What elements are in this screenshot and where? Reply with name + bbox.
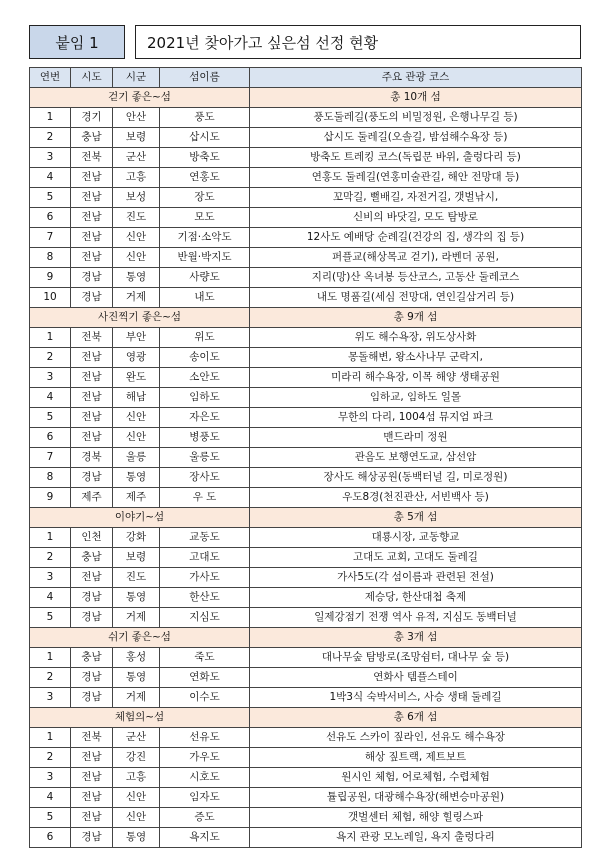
column-header-island-name: 섬이름 — [160, 68, 250, 88]
row-tour-course: 튤립공원, 대광해수욕장(해변승마공원) — [250, 788, 582, 808]
row-city: 통영 — [113, 468, 160, 488]
table-row — [30, 488, 582, 508]
row-province: 전남 — [71, 748, 113, 768]
row-number: 5 — [30, 408, 71, 428]
table-row — [30, 228, 582, 248]
table-row — [30, 568, 582, 588]
row-tour-course: 12사도 예배당 순례길(건강의 집, 생각의 집 등) — [250, 228, 582, 248]
row-island-name: 시호도 — [160, 768, 250, 788]
row-island-name: 연홍도 — [160, 168, 250, 188]
row-province: 경남 — [71, 468, 113, 488]
table-row — [30, 408, 582, 428]
row-island-name: 가우도 — [160, 748, 250, 768]
row-number: 1 — [30, 648, 71, 668]
row-number: 7 — [30, 448, 71, 468]
document-header — [29, 25, 581, 59]
row-city: 군산 — [113, 728, 160, 748]
row-province: 경남 — [71, 688, 113, 708]
row-tour-course: 지리(망)산 옥녀봉 등산코스, 고동산 둘레코스 — [250, 268, 582, 288]
section-theme: 사진찍기 좋은~섬 — [30, 308, 250, 328]
row-city: 진도 — [113, 568, 160, 588]
row-city: 신안 — [113, 788, 160, 808]
row-tour-course: 원시인 체험, 어로체험, 수렵체험 — [250, 768, 582, 788]
attachment-badge: 붙임 1 — [29, 25, 125, 59]
section-theme: 이야기~섬 — [30, 508, 250, 528]
row-number: 5 — [30, 188, 71, 208]
row-island-name: 한산도 — [160, 588, 250, 608]
row-tour-course: 맨드라미 정원 — [250, 428, 582, 448]
table-row — [30, 248, 582, 268]
section-total: 총 10개 섬 — [250, 88, 582, 108]
row-number: 9 — [30, 268, 71, 288]
table-row — [30, 288, 582, 308]
row-island-name: 모도 — [160, 208, 250, 228]
row-city: 울릉 — [113, 448, 160, 468]
row-island-name: 가사도 — [160, 568, 250, 588]
row-city: 영광 — [113, 348, 160, 368]
row-number: 1 — [30, 328, 71, 348]
section-total: 총 3개 섬 — [250, 628, 582, 648]
row-tour-course: 관음도 보행연도교, 삼선암 — [250, 448, 582, 468]
table-row — [30, 548, 582, 568]
row-tour-course: 몽돌해변, 왕소사나무 군락지, — [250, 348, 582, 368]
row-province: 전남 — [71, 768, 113, 788]
row-city: 거제 — [113, 688, 160, 708]
row-island-name: 내도 — [160, 288, 250, 308]
row-number: 2 — [30, 128, 71, 148]
row-island-name: 기점·소악도 — [160, 228, 250, 248]
row-island-name: 장사도 — [160, 468, 250, 488]
table-row — [30, 728, 582, 748]
row-number: 4 — [30, 168, 71, 188]
row-city: 강화 — [113, 528, 160, 548]
row-island-name: 교동도 — [160, 528, 250, 548]
row-city: 보성 — [113, 188, 160, 208]
row-city: 제주 — [113, 488, 160, 508]
row-province: 경남 — [71, 828, 113, 848]
table-row — [30, 748, 582, 768]
row-province: 전남 — [71, 168, 113, 188]
section-theme: 걷기 좋은~섬 — [30, 88, 250, 108]
row-city: 부안 — [113, 328, 160, 348]
row-island-name: 삽시도 — [160, 128, 250, 148]
row-island-name: 송이도 — [160, 348, 250, 368]
row-city: 신안 — [113, 808, 160, 828]
table-row — [30, 368, 582, 388]
table-row — [30, 768, 582, 788]
row-city: 신안 — [113, 408, 160, 428]
row-city: 통영 — [113, 668, 160, 688]
row-tour-course: 욕지 관광 모노레일, 욕지 출렁다리 — [250, 828, 582, 848]
table-row — [30, 208, 582, 228]
row-tour-course: 갯벌센터 체험, 해양 힐링스파 — [250, 808, 582, 828]
row-province: 전남 — [71, 228, 113, 248]
row-tour-course: 고대도 교회, 고대도 둘레길 — [250, 548, 582, 568]
row-number: 1 — [30, 108, 71, 128]
table-row — [30, 268, 582, 288]
section-theme: 체험의~섬 — [30, 708, 250, 728]
table-row — [30, 348, 582, 368]
table-row — [30, 668, 582, 688]
row-number: 6 — [30, 828, 71, 848]
row-city: 보령 — [113, 548, 160, 568]
row-province: 경남 — [71, 588, 113, 608]
row-province: 전남 — [71, 408, 113, 428]
row-province: 전북 — [71, 328, 113, 348]
row-island-name: 소안도 — [160, 368, 250, 388]
row-province: 전남 — [71, 388, 113, 408]
row-island-name: 방축도 — [160, 148, 250, 168]
row-island-name: 병풍도 — [160, 428, 250, 448]
row-number: 5 — [30, 608, 71, 628]
row-province: 전남 — [71, 428, 113, 448]
table-row — [30, 168, 582, 188]
row-island-name: 죽도 — [160, 648, 250, 668]
row-island-name: 증도 — [160, 808, 250, 828]
row-number: 3 — [30, 148, 71, 168]
row-island-name: 울릉도 — [160, 448, 250, 468]
table-row — [30, 528, 582, 548]
row-city: 안산 — [113, 108, 160, 128]
row-province: 전북 — [71, 728, 113, 748]
row-province: 전남 — [71, 208, 113, 228]
row-tour-course: 대룡시장, 교동향교 — [250, 528, 582, 548]
table-row — [30, 788, 582, 808]
row-tour-course: 1박3식 숙박서비스, 사승 생태 둘레길 — [250, 688, 582, 708]
row-number: 10 — [30, 288, 71, 308]
row-island-name: 고대도 — [160, 548, 250, 568]
table-row — [30, 468, 582, 488]
row-tour-course: 해상 짚트랙, 제트보트 — [250, 748, 582, 768]
row-province: 전남 — [71, 808, 113, 828]
section-total: 총 6개 섬 — [250, 708, 582, 728]
table-row — [30, 608, 582, 628]
table-row — [30, 648, 582, 668]
row-island-name: 우 도 — [160, 488, 250, 508]
row-province: 충남 — [71, 548, 113, 568]
table-row — [30, 188, 582, 208]
row-city: 고흥 — [113, 168, 160, 188]
column-header-province: 시도 — [71, 68, 113, 88]
row-province: 전남 — [71, 788, 113, 808]
row-province: 전북 — [71, 148, 113, 168]
row-number: 2 — [30, 748, 71, 768]
row-tour-course: 장사도 해상공원(동백터널 길, 미로정원) — [250, 468, 582, 488]
row-tour-course: 퍼플교(해상목교 걷기), 라벤더 공원, — [250, 248, 582, 268]
row-city: 거제 — [113, 608, 160, 628]
document-title: 2021년 찾아가고 싶은섬 선정 현황 — [135, 25, 581, 59]
table-row — [30, 448, 582, 468]
table-row — [30, 108, 582, 128]
section-header-row — [30, 88, 582, 108]
row-tour-course: 신비의 바닷길, 모도 탐방로 — [250, 208, 582, 228]
section-header-row — [30, 628, 582, 648]
row-island-name: 장도 — [160, 188, 250, 208]
section-header-row — [30, 708, 582, 728]
row-number: 2 — [30, 348, 71, 368]
row-number: 4 — [30, 388, 71, 408]
table-header-row — [30, 68, 582, 88]
row-island-name: 연화도 — [160, 668, 250, 688]
row-tour-course: 방축도 트레킹 코스(독립문 바위, 출렁다리 등) — [250, 148, 582, 168]
row-number: 1 — [30, 528, 71, 548]
row-tour-course: 연화사 템플스테이 — [250, 668, 582, 688]
island-selection-table — [29, 67, 582, 848]
row-province: 전남 — [71, 368, 113, 388]
row-province: 경남 — [71, 268, 113, 288]
row-number: 3 — [30, 368, 71, 388]
row-number: 8 — [30, 248, 71, 268]
row-province: 전남 — [71, 348, 113, 368]
row-island-name: 지심도 — [160, 608, 250, 628]
row-number: 1 — [30, 728, 71, 748]
row-tour-course: 제승당, 한산대첩 축제 — [250, 588, 582, 608]
table-row — [30, 588, 582, 608]
row-tour-course: 선유도 스카이 짚라인, 선유도 해수욕장 — [250, 728, 582, 748]
table-row — [30, 428, 582, 448]
section-total: 총 5개 섬 — [250, 508, 582, 528]
row-island-name: 선유도 — [160, 728, 250, 748]
column-header-city: 시군 — [113, 68, 160, 88]
row-tour-course: 우도8경(천진관산, 서빈백사 등) — [250, 488, 582, 508]
row-tour-course: 풍도둘레길(풍도의 비밀정원, 은행나무길 등) — [250, 108, 582, 128]
row-island-name: 자은도 — [160, 408, 250, 428]
section-theme: 쉬기 좋은~섬 — [30, 628, 250, 648]
row-number: 3 — [30, 768, 71, 788]
row-province: 전남 — [71, 568, 113, 588]
row-city: 거제 — [113, 288, 160, 308]
row-province: 경기 — [71, 108, 113, 128]
section-total: 총 9개 섬 — [250, 308, 582, 328]
row-tour-course: 삽시도 둘레길(오솔길, 밤섬해수욕장 등) — [250, 128, 582, 148]
row-province: 경북 — [71, 448, 113, 468]
row-number: 7 — [30, 228, 71, 248]
row-number: 5 — [30, 808, 71, 828]
row-city: 고흥 — [113, 768, 160, 788]
row-island-name: 이수도 — [160, 688, 250, 708]
row-number: 2 — [30, 668, 71, 688]
row-number: 3 — [30, 568, 71, 588]
table-row — [30, 688, 582, 708]
row-island-name: 욕지도 — [160, 828, 250, 848]
row-province: 충남 — [71, 128, 113, 148]
row-city: 신안 — [113, 428, 160, 448]
row-island-name: 반월·박지도 — [160, 248, 250, 268]
row-tour-course: 연홍도 둘레길(연홍미술관길, 해안 전망대 등) — [250, 168, 582, 188]
table-row — [30, 388, 582, 408]
row-tour-course: 내도 명품길(세심 전망대, 연인길삼거리 등) — [250, 288, 582, 308]
row-city: 보령 — [113, 128, 160, 148]
row-city: 통영 — [113, 828, 160, 848]
row-number: 3 — [30, 688, 71, 708]
row-city: 진도 — [113, 208, 160, 228]
row-tour-course: 가사5도(각 섬이름과 관련된 전설) — [250, 568, 582, 588]
row-tour-course: 무한의 다리, 1004섬 뮤지엄 파크 — [250, 408, 582, 428]
row-city: 해남 — [113, 388, 160, 408]
row-city: 강진 — [113, 748, 160, 768]
row-province: 경남 — [71, 668, 113, 688]
row-island-name: 위도 — [160, 328, 250, 348]
row-province: 전남 — [71, 248, 113, 268]
row-number: 8 — [30, 468, 71, 488]
table-row — [30, 128, 582, 148]
row-number: 2 — [30, 548, 71, 568]
row-tour-course: 꼬막길, 뻘배길, 자전거길, 갯벌낚시, — [250, 188, 582, 208]
table-row — [30, 148, 582, 168]
row-city: 군산 — [113, 148, 160, 168]
section-header-row — [30, 508, 582, 528]
row-number: 9 — [30, 488, 71, 508]
column-header-number: 연번 — [30, 68, 71, 88]
column-header-tour-course: 주요 관광 코스 — [250, 68, 582, 88]
row-tour-course: 미라리 해수욕장, 이목 해양 생태공원 — [250, 368, 582, 388]
row-number: 4 — [30, 788, 71, 808]
row-city: 통영 — [113, 268, 160, 288]
row-island-name: 사량도 — [160, 268, 250, 288]
section-header-row — [30, 308, 582, 328]
table-body — [30, 88, 582, 848]
row-city: 신안 — [113, 228, 160, 248]
row-province: 경남 — [71, 608, 113, 628]
row-province: 충남 — [71, 648, 113, 668]
row-tour-course: 위도 해수욕장, 위도상사화 — [250, 328, 582, 348]
row-tour-course: 임하교, 임하도 일몰 — [250, 388, 582, 408]
row-province: 인천 — [71, 528, 113, 548]
row-number: 6 — [30, 428, 71, 448]
row-island-name: 임자도 — [160, 788, 250, 808]
row-number: 4 — [30, 588, 71, 608]
row-city: 완도 — [113, 368, 160, 388]
row-island-name: 임하도 — [160, 388, 250, 408]
row-city: 홍성 — [113, 648, 160, 668]
row-island-name: 풍도 — [160, 108, 250, 128]
row-number: 6 — [30, 208, 71, 228]
table-row — [30, 808, 582, 828]
row-tour-course: 대나무숲 탐방로(조망쉼터, 대나무 숲 등) — [250, 648, 582, 668]
row-province: 제주 — [71, 488, 113, 508]
row-province: 경남 — [71, 288, 113, 308]
table-row — [30, 828, 582, 848]
row-city: 통영 — [113, 588, 160, 608]
row-city: 신안 — [113, 248, 160, 268]
table-row — [30, 328, 582, 348]
row-province: 전남 — [71, 188, 113, 208]
row-tour-course: 일제강점기 전쟁 역사 유적, 지심도 동백터널 — [250, 608, 582, 628]
